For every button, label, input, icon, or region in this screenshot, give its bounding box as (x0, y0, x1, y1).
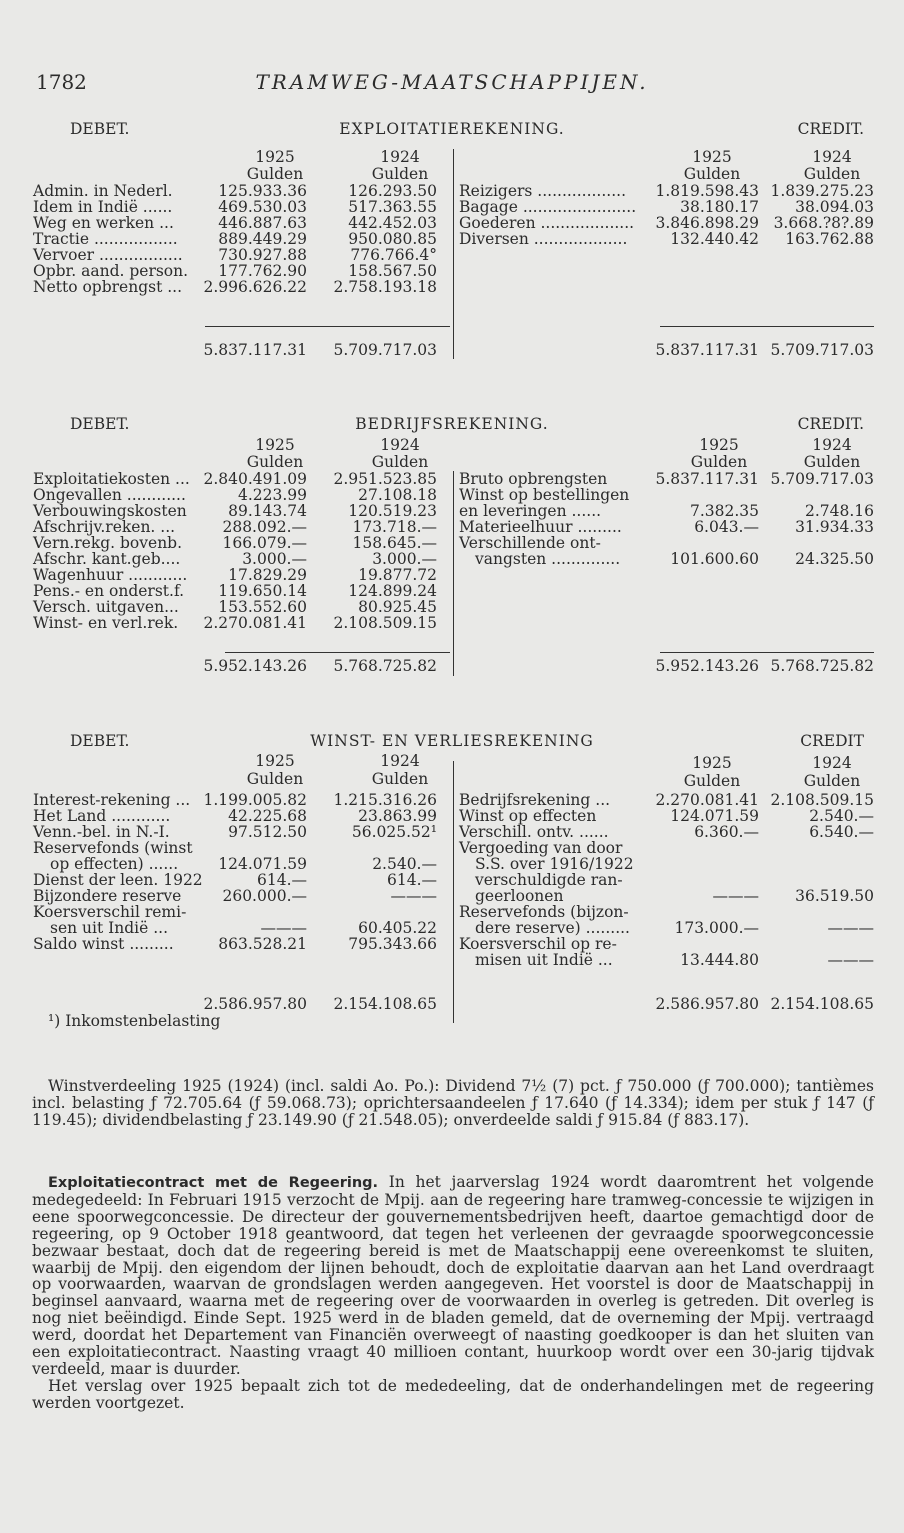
credit-heading: CREDIT. (797, 120, 864, 138)
cell: Interest-rekening ... (33, 791, 191, 809)
cell: 38.180.17 (680, 198, 759, 216)
cell: Vern.rekg. bovenb. (33, 534, 183, 552)
cell: 2.540.— (809, 807, 874, 825)
cell: Wagenhuur ............ (33, 566, 188, 584)
cell: ¹) Inkomstenbelasting (48, 1012, 221, 1030)
unit-header: Gulden (803, 772, 861, 790)
table-row (0, 952, 904, 968)
table-row (0, 551, 904, 567)
cell: 173.000.— (674, 919, 759, 937)
cell: ——— (390, 887, 437, 905)
total-rule (660, 652, 874, 653)
year-header: 1924 (812, 436, 852, 454)
table-row (0, 487, 904, 503)
cell: Koersverschil op re- (459, 935, 617, 953)
cell: 38.094.03 (795, 198, 874, 216)
cell: 163.762.88 (785, 230, 874, 248)
cell: Het Land ............ (33, 807, 171, 825)
cell: Vervoer ................. (33, 246, 183, 264)
contract-paragraph (32, 1174, 874, 1412)
cell: 60.405.22 (358, 919, 437, 937)
year-header: 1925 (255, 148, 295, 166)
cell: 80.925.45 (358, 598, 437, 616)
cell: Verschill. ontv. ...... (459, 823, 609, 841)
cell: 1.199.005.82 (203, 791, 307, 809)
unit-header: Gulden (246, 770, 304, 788)
table-row (0, 824, 904, 840)
footnote (0, 1013, 904, 1029)
cell: 2.840.491.09 (203, 470, 307, 488)
cell: 5.709.717.03 (333, 341, 437, 359)
cell: Opbr. aand. person. (33, 262, 189, 280)
cell: 950.080.85 (348, 230, 437, 248)
cell: 2.154.108.65 (770, 995, 874, 1013)
unit-header: Gulden (690, 453, 748, 471)
table-row (0, 840, 904, 856)
debet-heading: DEBET. (70, 120, 130, 138)
page-number: 1782 (36, 70, 87, 94)
cell: Materieelhuur ......... (459, 518, 622, 536)
cell: 5.768.725.82 (333, 657, 437, 675)
table-row (0, 792, 904, 808)
total-rule (205, 326, 450, 327)
cell: 5.709.717.03 (770, 470, 874, 488)
cell: 6.360.— (694, 823, 759, 841)
cell: 173.718.— (352, 518, 437, 536)
cell: Dienst der leen. 1922 (33, 871, 203, 889)
total-row (0, 658, 904, 674)
cell: vangsten .............. (475, 550, 621, 568)
year-header: 1925 (692, 148, 732, 166)
winstverdeeling-text: Winstverdeeling 1925 (1924) (incl. saldi Ao. Po.): Dividend 7½ (7) pct. ƒ 750.000 (ƒ 700.000); tantièmes incl. belasting ƒ 72.705.64 (ƒ 59.068.73); oprichtersaandeelen ƒ 17.640 (ƒ 14.334); idem per stuk ƒ 147 (ƒ 119.45); dividendbelasting ƒ 23.149.90 (ƒ 21.548.05); onverdeelde saldi ƒ 915.84 (ƒ 883.17). (32, 1077, 874, 1129)
unit-header: Gulden (246, 453, 304, 471)
cell: 2.540.— (372, 855, 437, 873)
cell: 124.071.59 (670, 807, 759, 825)
unit-header: Gulden (371, 770, 429, 788)
cell: 2.270.081.41 (203, 614, 307, 632)
cell: Vergoeding van door (459, 839, 623, 857)
cell: 166.079.— (222, 534, 307, 552)
cell: 36.519.50 (795, 887, 874, 905)
unit-header: Gulden (371, 165, 429, 183)
cell: 13.444.80 (680, 951, 759, 969)
cell: 3.000.— (372, 550, 437, 568)
cell: 5.952.143.26 (203, 657, 307, 675)
table-row (0, 183, 904, 199)
year-header: 1924 (812, 148, 852, 166)
cell: 7.382.35 (689, 502, 759, 520)
cell: 614.— (256, 871, 307, 889)
cell: sen uit Indië ... (50, 919, 168, 937)
table-row (0, 199, 904, 215)
cell: 17.829.29 (228, 566, 307, 584)
cell: Venn.-bel. in N.-I. (33, 823, 170, 841)
cell: Afschr. kant.geb.... (33, 550, 181, 568)
cell: Reservefonds (bijzon- (459, 903, 629, 921)
debet-heading: DEBET. (70, 732, 130, 750)
cell: 124.071.59 (218, 855, 307, 873)
contract-body: In het jaarverslag 1924 wordt daaromtrent het volgende medegedeeld: In Februari 1915 verzocht de Mpij. aan de regeering hare tramweg-concessie te wijzigen in eene spoorwegconcessie. De directeur der gouvernementsbedrijven heeft, daartoe gemachtigd door de regeering, op 9 October 1918 geantwoord, dat tegen het verleenen der gevraagde spoorwegconcessie bezwaar bestaat, doch dat de regeering bereid is met de Maatschappij eene overeenkomst te sluiten, waarbij de Mpij. den eigendom der lijnen behoudt, doch de exploitatie daarvan aan het Land overdraagt op voorwaarden, waarvan de grondslagen werden aangegeven. Het voorstel is door de Maatschappij in beginsel aanvaard, waarna met de regeering over de voorwaarden in overleg is getreden. Dit overleg is nog niet beëindigd. Einde Sept. 1925 werd in de bladen gemeld, dat de overneming der Mpij. vertraagd werd, doordat het Departement van Financiën overweegt of naasting goedkooper is dan het sluiten van een exploitatiecontract. Naasting vraagt 40 millioen contant, huurkoop wordt over een 30-jarig tijdvak verdeeld, maar is duurder. (32, 1173, 874, 1378)
year-header: 1924 (380, 148, 420, 166)
cell: Versch. uitgaven... (33, 598, 179, 616)
year-header: 1925 (255, 436, 295, 454)
total-rule (225, 652, 450, 653)
contract-text (32, 1174, 874, 1378)
cell: 730.927.88 (218, 246, 307, 264)
year-header: 1924 (812, 754, 852, 772)
cell: 863.528.21 (218, 935, 307, 953)
cell: 5.837.117.31 (203, 341, 307, 359)
table-row (0, 615, 904, 631)
cell: 446.887.63 (218, 214, 307, 232)
cell: 132.440.42 (670, 230, 759, 248)
cell: 2.586.957.80 (203, 995, 307, 1013)
cell: 1.215.316.26 (333, 791, 437, 809)
cell: 158.567.50 (348, 262, 437, 280)
table-row (0, 279, 904, 295)
cell: Bruto opbrengsten (459, 470, 608, 488)
credit-heading: CREDIT. (797, 415, 864, 433)
table-row (0, 599, 904, 615)
year-header: 1925 (255, 752, 295, 770)
cell: Idem in Indië ...... (33, 198, 173, 216)
cell: 19.877.72 (358, 566, 437, 584)
exploitatie-title: EXPLOITATIEREKENING. (339, 120, 565, 138)
unit-header: Gulden (803, 165, 861, 183)
cell: 2.951.523.85 (333, 470, 437, 488)
cell: Saldo winst ......... (33, 935, 174, 953)
table-row (0, 808, 904, 824)
cell: Exploitatiekosten ... (33, 470, 190, 488)
cell: 177.762.90 (218, 262, 307, 280)
cell: Verschillende ont- (459, 534, 601, 552)
cell: 101.600.60 (670, 550, 759, 568)
cell: Winst op bestellingen (459, 486, 630, 504)
contract-body-2: Het verslag over 1925 bepaalt zich tot de mededeeling, dat de onderhandelingen met de regeering werden voortgezet. (32, 1376, 874, 1412)
cell: Winst op effecten (459, 807, 597, 825)
year-header: 1924 (380, 436, 420, 454)
winstverdeeling-paragraph (32, 1078, 874, 1129)
cell: Winst- en verl.rek. (33, 614, 179, 632)
contract-heading: Exploitatiecontract met de Regeering. (48, 1175, 379, 1191)
cell: 889.449.29 (218, 230, 307, 248)
table-row (0, 872, 904, 888)
cell: 2.748.16 (804, 502, 874, 520)
cell: 2.108.509.15 (770, 791, 874, 809)
cell: 5.768.725.82 (770, 657, 874, 675)
cell: verschuldigde ran- (475, 871, 623, 889)
cell: 119.650.14 (218, 582, 307, 600)
table-row (0, 263, 904, 279)
table-row (0, 247, 904, 263)
cell: 24.325.50 (795, 550, 874, 568)
cell: Tractie ................. (33, 230, 178, 248)
cell: op effecten) ...... (50, 855, 179, 873)
cell: 6.043.— (694, 518, 759, 536)
cell: ——— (827, 919, 874, 937)
cell: 6.540.— (809, 823, 874, 841)
total-rule (660, 326, 874, 327)
total-row (0, 996, 904, 1012)
table-row (0, 215, 904, 231)
table-row (0, 519, 904, 535)
cell: 288.092.— (222, 518, 307, 536)
year-header: 1924 (380, 752, 420, 770)
table-row (0, 856, 904, 872)
cell: 3.668.?8?.89 (773, 214, 874, 232)
cell: 469.530.03 (218, 198, 307, 216)
cell: Diversen ................... (459, 230, 628, 248)
cell: Bijzondere reserve (33, 887, 182, 905)
table-row (0, 567, 904, 583)
winst-section (0, 733, 904, 1033)
cell: 2.108.509.15 (333, 614, 437, 632)
cell: 23.863.99 (358, 807, 437, 825)
winst-title: WINST- EN VERLIESREKENING (310, 732, 594, 750)
cell: 1.819.598.43 (655, 182, 759, 200)
cell: 2.586.957.80 (655, 995, 759, 1013)
cell: geerloonen (475, 887, 564, 905)
table-row (0, 904, 904, 920)
credit-heading: CREDIT (800, 732, 864, 750)
exploitatie-section (0, 121, 904, 371)
bedrijf-section (0, 416, 904, 676)
cell: ——— (712, 887, 759, 905)
table-row (0, 920, 904, 936)
unit-header: Gulden (803, 453, 861, 471)
cell: Goederen ................... (459, 214, 635, 232)
cell: 260.000.— (222, 887, 307, 905)
cell: Koersverschil remi- (33, 903, 187, 921)
year-header: 1925 (692, 754, 732, 772)
cell: 795.343.66 (348, 935, 437, 953)
debet-heading: DEBET. (70, 415, 130, 433)
cell: 1.839.275.23 (770, 182, 874, 200)
cell: 2.270.081.41 (655, 791, 759, 809)
cell: 5.952.143.26 (655, 657, 759, 675)
bedrijf-title: BEDRIJFSREKENING. (355, 415, 549, 433)
cell: 3.000.— (242, 550, 307, 568)
cell: 97.512.50 (228, 823, 307, 841)
cell: 517.363.55 (348, 198, 437, 216)
cell: 125.933.36 (218, 182, 307, 200)
table-row (0, 471, 904, 487)
cell: 31.934.33 (795, 518, 874, 536)
cell: Ongevallen ............ (33, 486, 186, 504)
table-row (0, 583, 904, 599)
cell: 4.223.99 (237, 486, 307, 504)
cell: 27.108.18 (358, 486, 437, 504)
cell: misen uit Indië ... (475, 951, 613, 969)
cell: 2.758.193.18 (333, 278, 437, 296)
cell: 120.519.23 (348, 502, 437, 520)
table-row (0, 503, 904, 519)
cell: en leveringen ...... (459, 502, 602, 520)
cell: 158.645.— (352, 534, 437, 552)
cell: dere reserve) ......... (475, 919, 630, 937)
cell: 5.837.117.31 (655, 470, 759, 488)
table-row (0, 535, 904, 551)
cell: 776.766.4° (350, 246, 437, 264)
table-row (0, 888, 904, 904)
table-row (0, 936, 904, 952)
cell: 126.293.50 (348, 182, 437, 200)
cell: Verbouwingskosten (33, 502, 187, 520)
cell: 89.143.74 (228, 502, 307, 520)
cell: Admin. in Nederl. (33, 182, 173, 200)
year-header: 1925 (699, 436, 739, 454)
unit-header: Gulden (246, 165, 304, 183)
cell: 2.996.626.22 (203, 278, 307, 296)
cell: Afschrijv.reken. ... (33, 518, 176, 536)
unit-header: Gulden (683, 772, 741, 790)
running-title: TRAMWEG-MAATSCHAPPIJEN. (255, 70, 649, 94)
unit-header: Gulden (683, 165, 741, 183)
table-row (0, 231, 904, 247)
unit-header: Gulden (371, 453, 429, 471)
cell: Weg en werken ... (33, 214, 174, 232)
cell: Netto opbrengst ... (33, 278, 183, 296)
cell: 614.— (386, 871, 437, 889)
cell: 5.709.717.03 (770, 341, 874, 359)
cell: 124.899.24 (348, 582, 437, 600)
cell: 56.025.52¹ (351, 823, 437, 841)
cell: 42.225.68 (228, 807, 307, 825)
cell: ——— (260, 919, 307, 937)
cell: Reizigers .................. (459, 182, 626, 200)
cell: 5.837.117.31 (655, 341, 759, 359)
cell: Bagage ....................... (459, 198, 637, 216)
cell: Pens.- en onderst.f. (33, 582, 185, 600)
cell: 2.154.108.65 (333, 995, 437, 1013)
cell: S.S. over 1916/1922 (475, 855, 634, 873)
cell: 153.552.60 (218, 598, 307, 616)
cell: 3.846.898.29 (655, 214, 759, 232)
cell: 442.452.03 (348, 214, 437, 232)
cell: Bedrijfsrekening ... (459, 791, 611, 809)
total-row (0, 342, 904, 358)
cell: ——— (827, 951, 874, 969)
cell: Reservefonds (winst (33, 839, 193, 857)
